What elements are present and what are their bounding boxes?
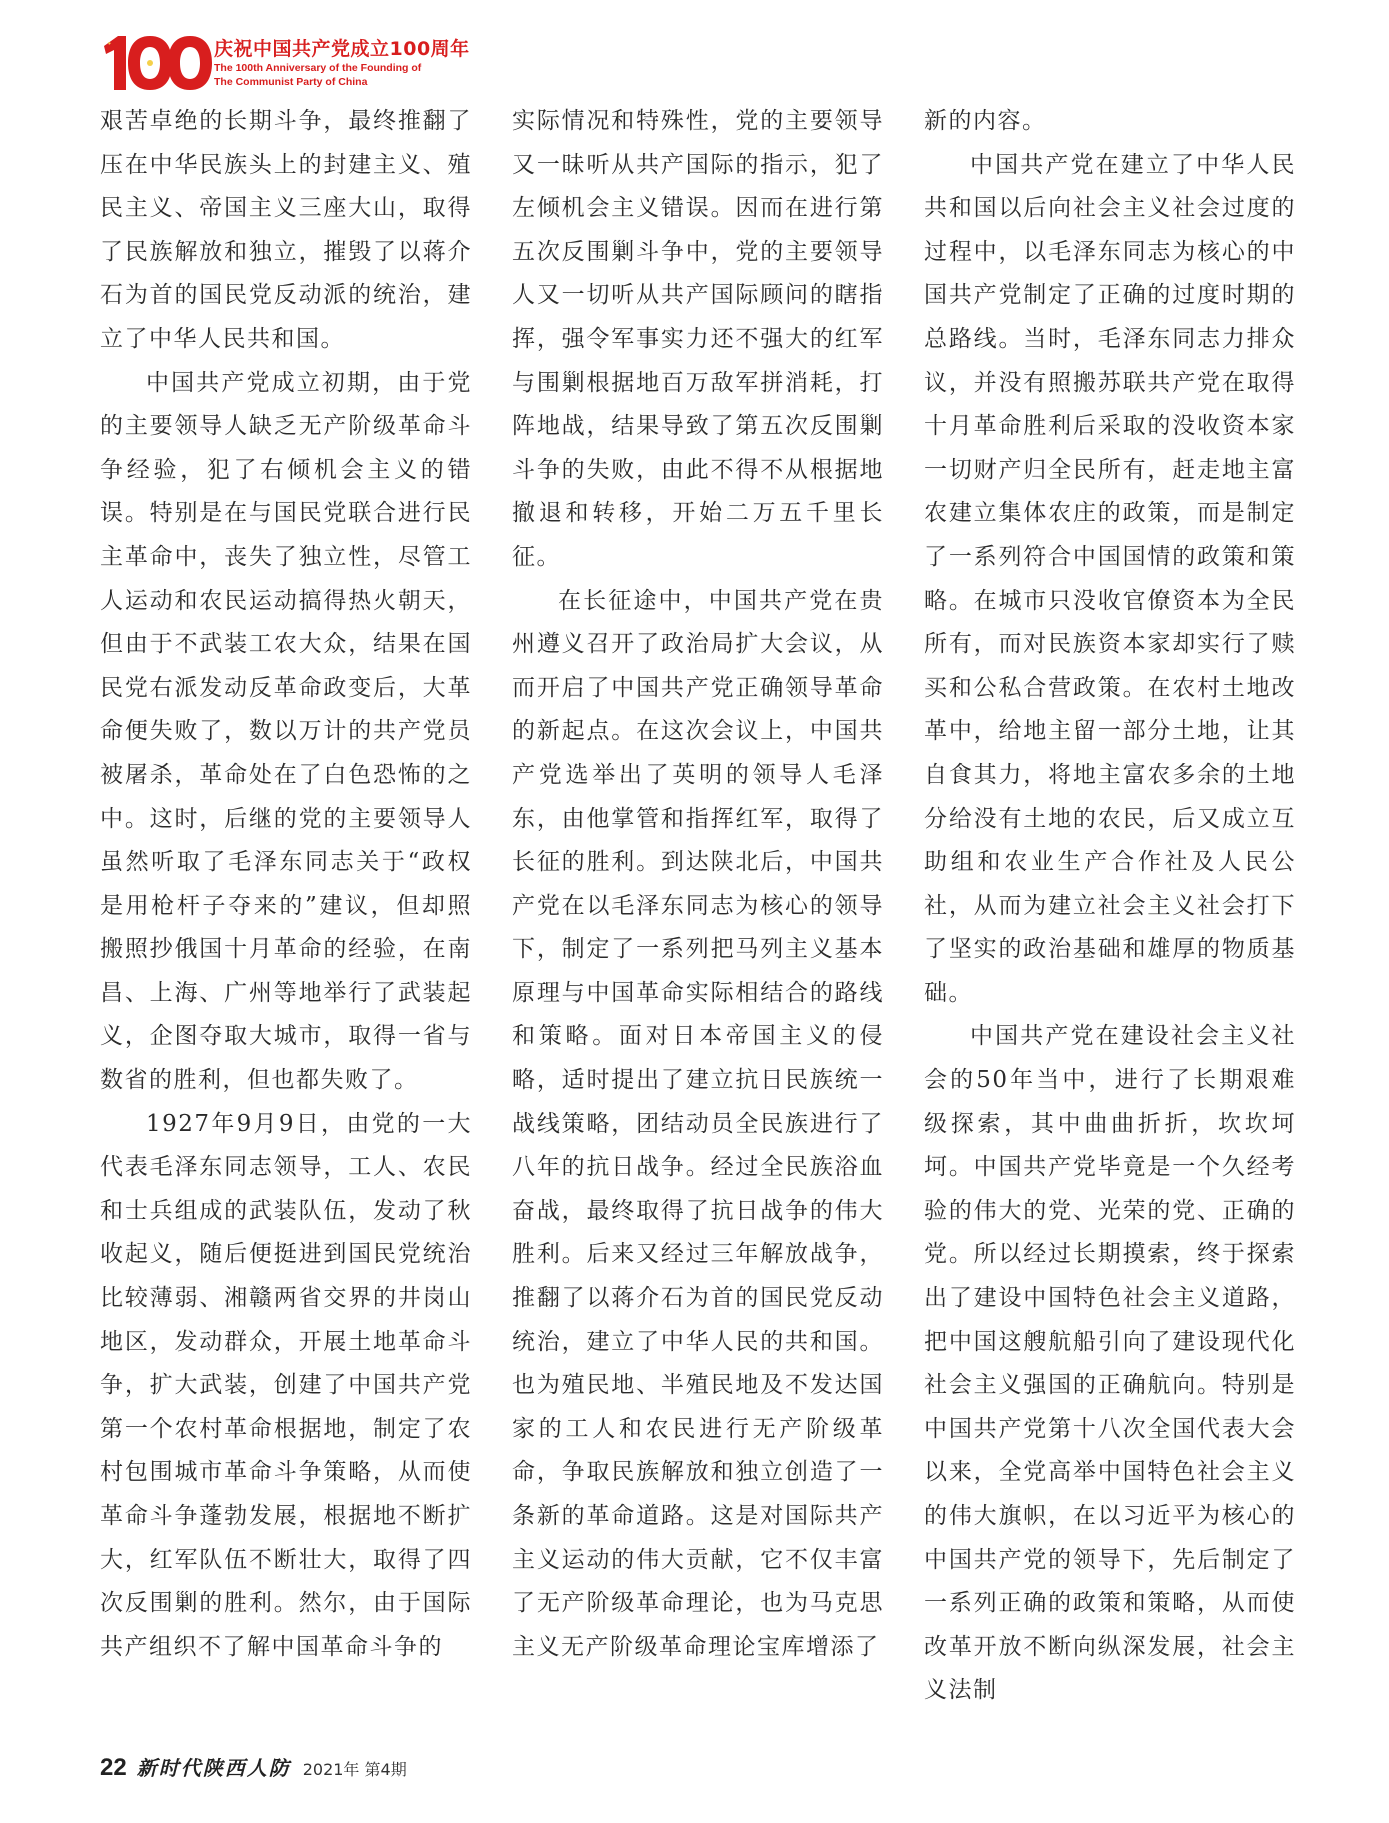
paragraph: 在长征途中，中国共产党在贵州遵义召开了政治局扩大会议，从而开启了中国共产党正确领导革命的新起点。在这次会议上，中国共产党选举出了英明的领导人毛泽东，由他掌管和指挥红军，取得了长征的胜利。到达陕北后，中国共产党在以毛泽东同志为核心的领导下，制定了一系列把马列主义基本原理与中国革命实际相结合的路线和策略。面对日本帝国主义的侵略，适时提出了建立抗日民族统一战线策略，团结动员全民族进行了八年的抗日战争。经过全民族浴血奋战，最终取得了抗日战争的伟大胜利。后来又经过三年解放战争，推翻了以蒋介石为首的国民党反动统治，建立了中华人民的共和国。也为殖民地、半殖民地及不发达国家的工人和农民进行无产阶级革命，争取民族解放和独立创造了一条新的革命道路。这是对国际共产主义运动的伟大贡献，它不仅丰富了无产阶级革命理论，也为马克思主义无产阶级革命理论宝库增添了 [512,587,884,1660]
paragraph: 实际情况和特殊性，党的主要领导又一昧听从共产国际的指示，犯了左倾机会主义错误。因而在进行第五次反围剿斗争中，党的主要领导人又一切听从共产国际顾问的瞎指挥，强令军事实力还不强大的红军与围剿根据地百万敌军拼消耗，打阵地战，结果导致了第五次反围剿斗争的失败，由此不得不从根据地撤退和转移，开始二万五千里长征。 [512,108,884,570]
paragraph: 1927年9月9日，由党的一大代表毛泽东同志领导，工人、农民和士兵组成的武装队伍，发动了秋收起义，随后便挺进到国民党统治比较薄弱、湘赣两省交界的井岗山地区，发动群众，开展土地革命斗争，扩大武装，创建了中国共产党第一个农村革命根据地，制定了农村包围城市革命斗争策略，从而使革命斗争蓬勃发展，根据地不断扩大，红军队伍不断壮大，取得了四次反围剿的胜利。然尔，由于国际共产组织不了解中国革命斗争的 [100,1110,472,1660]
paragraph: 中国共产党在建设社会主义社会的50年当中，进行了长期艰难级探索，其中曲曲折折，坎坎坷坷。中国共产党毕竟是一个久经考验的伟大的党、光荣的党、正确的党。所以经过长期摸索，终于探索出了建设中国特色社会主义道路，把中国这艘航船引向了建设现代化社会主义强国的正确航向。特别是中国共产党第十八次全国代表大会以来，全党高举中国特色社会主义的伟大旗帜，在以习近平为核心的中国共产党的领导下，先后制定了一系列正确的政策和策略，从而使改革开放不断向纵深发展，社会主义法制 [924,1023,1296,1704]
issue-label: 2021年 第4期 [302,1760,407,1779]
text-column-1 [100,100,472,1669]
page-number: 22 [100,1754,127,1781]
text-column-3 [924,100,1296,1713]
page-footer [100,1752,407,1782]
text-column-2 [512,100,884,1669]
paragraph: 新的内容。 [924,108,1047,134]
anniversary-title-cn: 庆祝中国共产党成立100周年 [214,38,470,60]
magazine-name: 新时代陕西人防 [136,1756,291,1780]
anniversary-logo [100,32,480,96]
anniversary-title-en-line1: The 100th Anniversary of the Founding of [214,62,422,74]
paragraph: 艰苦卓绝的长期斗争，最终推翻了压在中华民族头上的封建主义、殖民主义、帝国主义三座大山，取得了民族解放和独立，摧毁了以蒋介石为首的国民党反动派的统治，建立了中华人民共和国。 [100,108,472,352]
paragraph: 中国共产党在建立了中华人民共和国以后向社会主义社会过度的过程中，以毛泽东同志为核心的中国共产党制定了正确的过度时期的总路线。当时，毛泽东同志力排众议，并没有照搬苏联共产党在取得十月革命胜利后采取的没收资本家一切财产归全民所有，赶走地主富农建立集体农庄的政策，而是制定了一系列符合中国国情的政策和策略。在城市只没收官僚资本为全民所有，而对民族资本家却实行了赎买和公私合营政策。在农村土地改革中，给地主留一部分土地，让其自食其力，将地主富农多余的土地分给没有土地的农民，后又成立互助组和农业生产合作社及人民公社，从而为建立社会主义社会打下了坚实的政治基础和雄厚的物质基础。 [924,151,1296,1006]
paragraph: 中国共产党成立初期，由于党的主要领导人缺乏无产阶级革命斗争经验，犯了右倾机会主义的错误。特别是在与国民党联合进行民主革命中，丧失了独立性，尽管工人运动和农民运动搞得热火朝天，但由于不武装工农大众，结果在国民党右派发动反革命政变后，大革命便失败了，数以万计的共产党员被屠杀，革命处在了白色恐怖的之中。这时，后继的党的主要领导人虽然听取了毛泽东同志关于“政权是用枪杆子夺来的”建议，但却照搬照抄俄国十月革命的经验，在南昌、上海、广州等地举行了武装起义，企图夺取大城市，取得一省与数省的胜利，但也都失败了。 [100,369,472,1094]
anniversary-emblem-icon [100,32,212,96]
anniversary-title-en-line2: The Communist Party of China [214,76,368,88]
anniversary-title-en [214,61,421,89]
